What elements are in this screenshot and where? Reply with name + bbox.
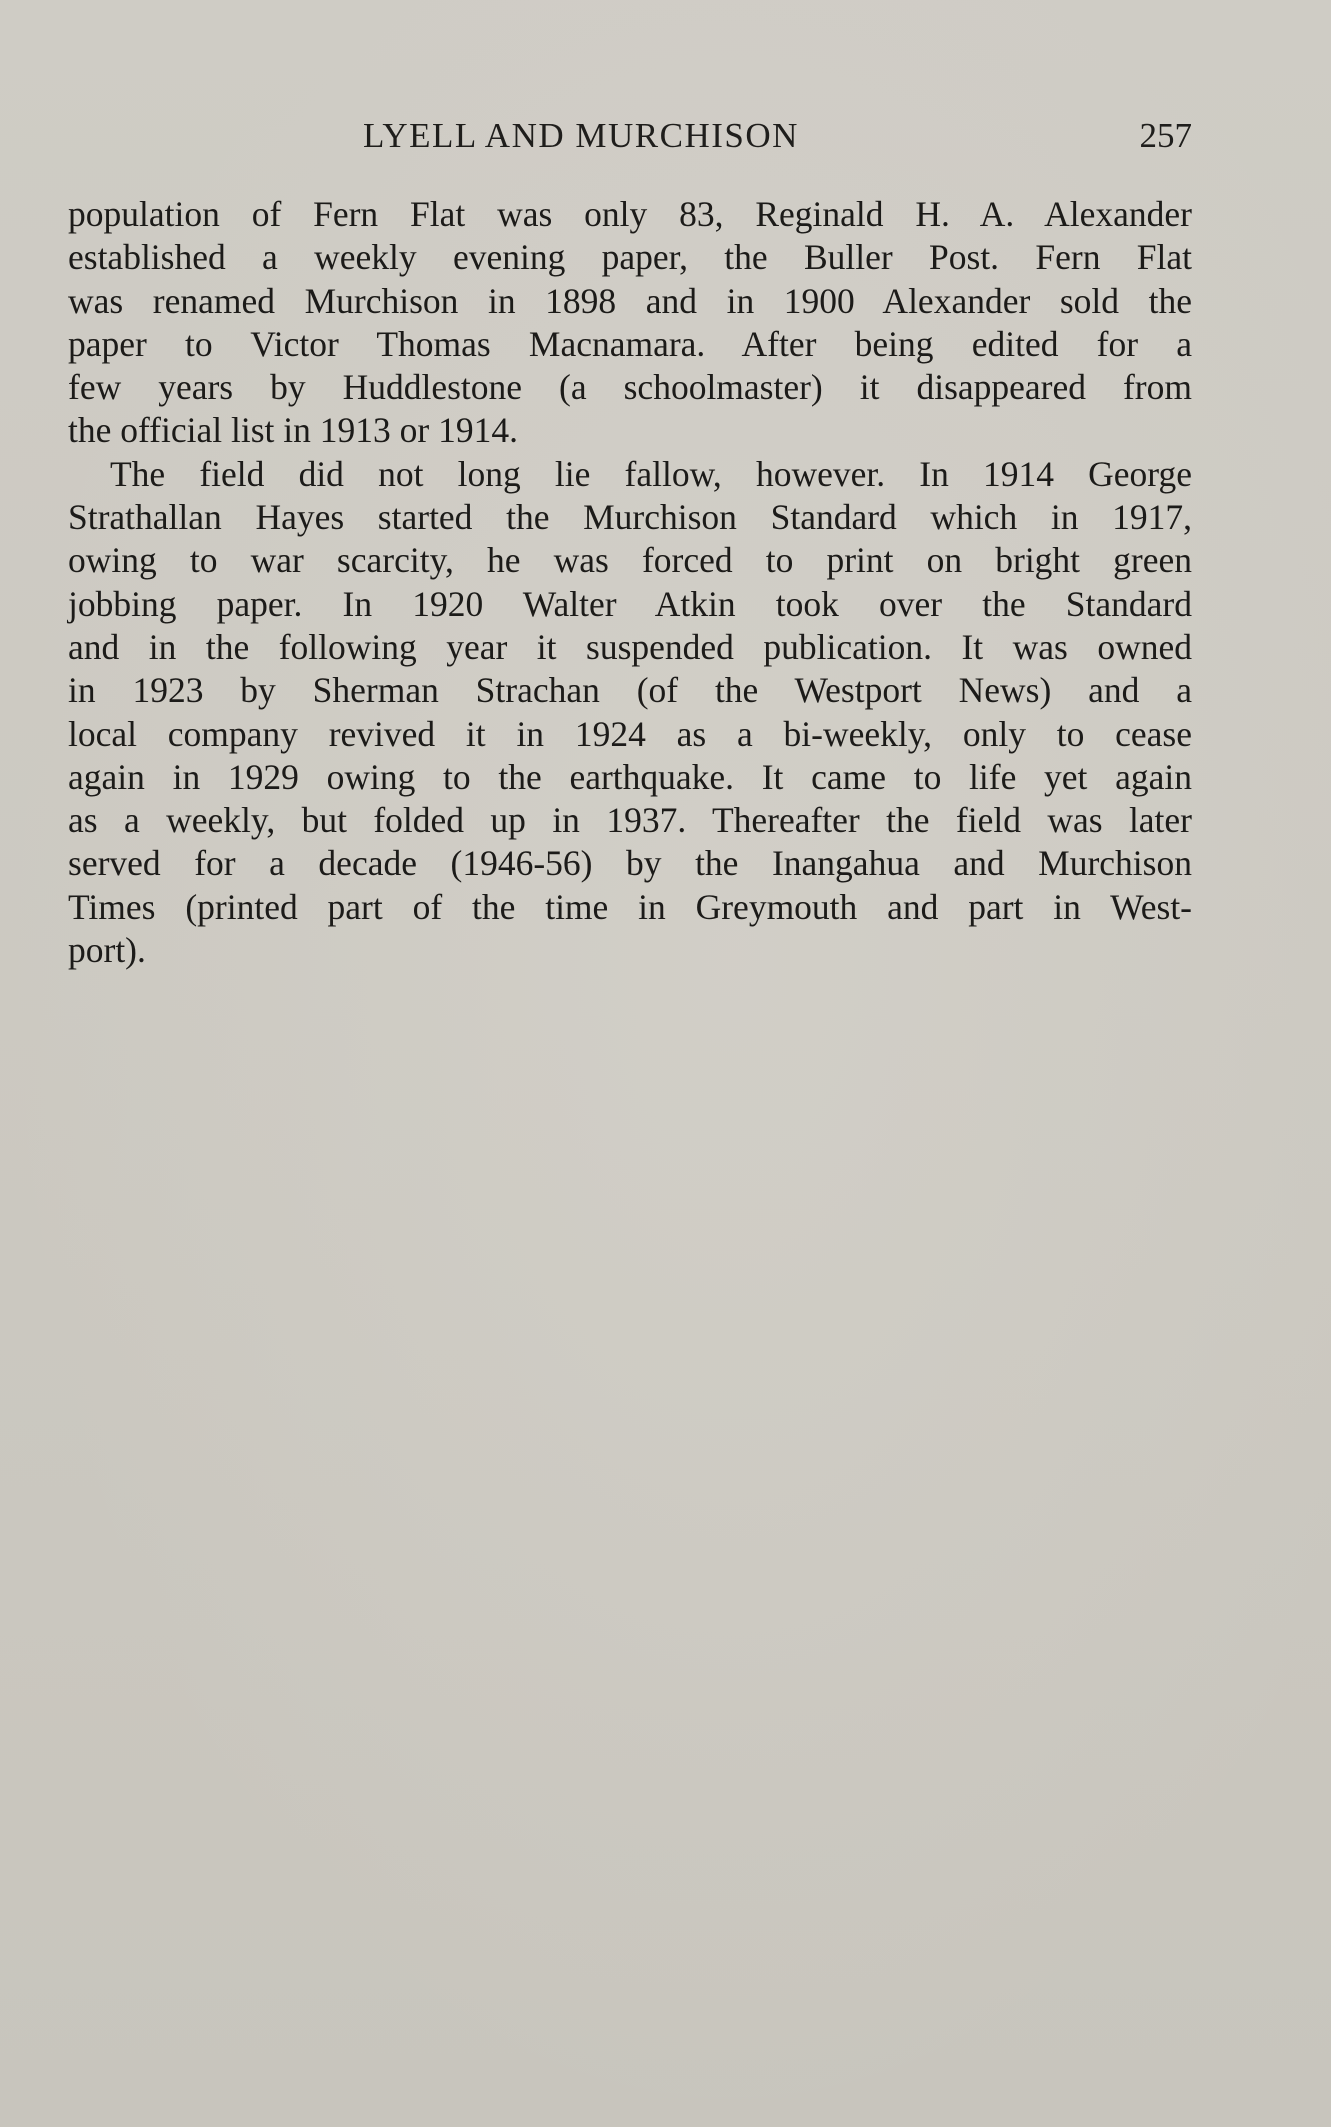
text-line: again in 1929 owing to the earthquake. It came to life yet again bbox=[68, 756, 1192, 797]
body-text bbox=[68, 193, 1192, 972]
text-line: Strathallan Hayes started the Murchison Standard which in 1917, bbox=[68, 497, 1192, 538]
text-line: population of Fern Flat was only 83, Reginald H. A. Alexander bbox=[68, 194, 1192, 234]
text-line: and in the following year it suspended publication. It was owned bbox=[68, 626, 1192, 667]
text-line: the official list in 1913 or 1914. bbox=[68, 410, 518, 451]
page-number: 257 bbox=[1139, 116, 1192, 155]
text-line: jobbing paper. In 1920 Walter Atkin took over the Standard bbox=[68, 583, 1192, 624]
text-line: established a weekly evening paper, the Buller Post. Fern Flat bbox=[68, 237, 1192, 278]
text-line: few years by Huddlestone (a schoolmaster) it disappeared from bbox=[68, 367, 1192, 408]
running-head bbox=[68, 116, 1192, 160]
text-line: was renamed Murchison in 1898 and in 1900 Alexander sold the bbox=[68, 280, 1192, 321]
text-line: Times (printed part of the time in Greymouth and part in West- bbox=[68, 886, 1192, 927]
text-line: The field did not long lie fallow, however. In 1914 George bbox=[110, 453, 1192, 494]
text-line: port). bbox=[68, 930, 146, 971]
paragraph-2 bbox=[68, 453, 1192, 973]
text-line: in 1923 by Sherman Strachan (of the Westport News) and a bbox=[68, 670, 1192, 711]
paragraph-1 bbox=[68, 193, 1192, 453]
running-title: LYELL AND MURCHISON bbox=[363, 116, 799, 155]
text-line: paper to Victor Thomas Macnamara. After being edited for a bbox=[68, 323, 1192, 364]
text-line: local company revived it in 1924 as a bi-weekly, only to cease bbox=[68, 713, 1192, 754]
text-line: owing to war scarcity, he was forced to print on bright green bbox=[68, 540, 1192, 581]
text-line: as a weekly, but folded up in 1937. Thereafter the field was later bbox=[68, 800, 1192, 841]
text-line: served for a decade (1946-56) by the Inangahua and Murchison bbox=[68, 843, 1192, 884]
